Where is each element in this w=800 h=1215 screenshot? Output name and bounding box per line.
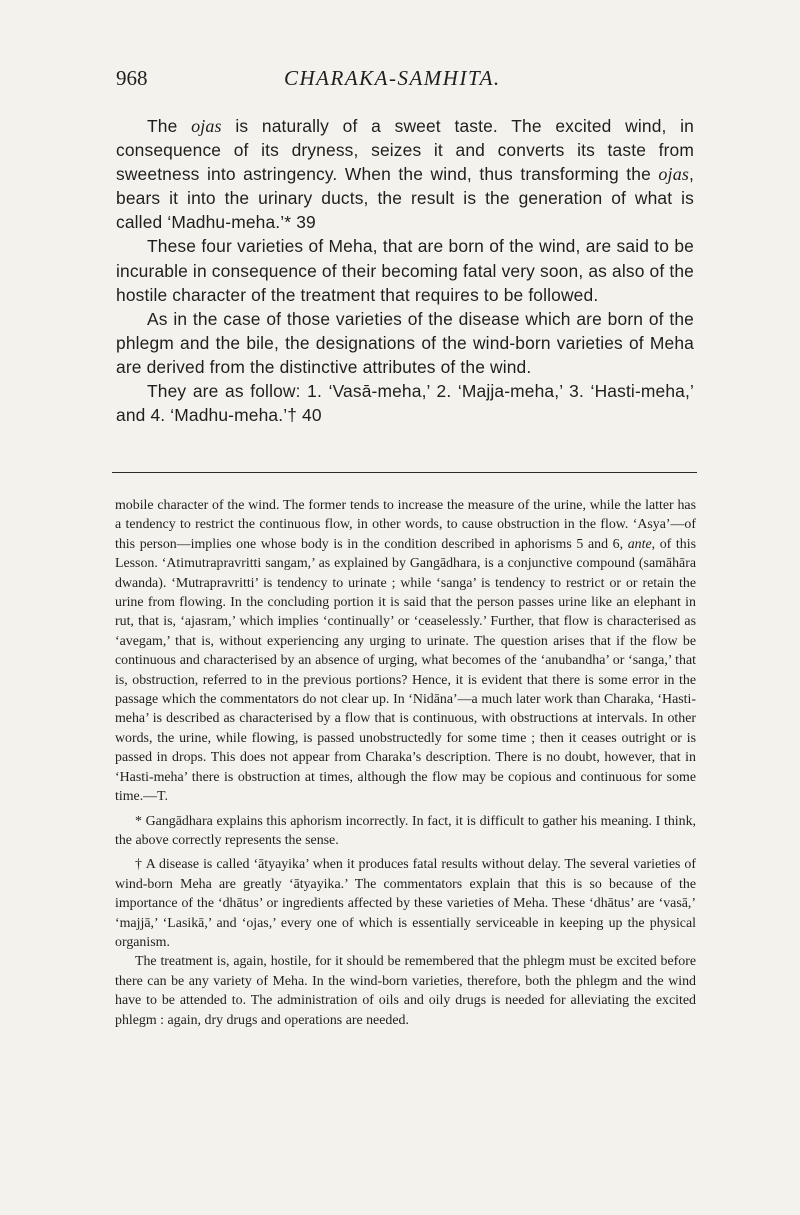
footnote-treatment: The treatment is, again, hostile, for it should be remembered that the phlegm must be excited before there can be any variety of Meha. In the wind-born varieties, therefore, both the phlegm and the wind have to be attended to. The administration of oils and oily drugs is needed for alleviating the excited phlegm : again, dry drugs and operations are needed.	[115, 954, 696, 1028]
page-header	[116, 66, 696, 94]
text-run: The	[147, 116, 192, 136]
running-title: CHARAKA-SAMHITA.	[284, 66, 501, 90]
text-run: , of this Lesson. ‘Atimutrapravritti sangam,’ as explained by Gangādhara, is a conjunctive compound (samāhāra dwanda). ‘Mutrapravritti’ is tendency to urinate ; while ‘sanga’ is tendency to restrict or or retain the urine from flowing. In the concluding portion it is said that the person passes urine like an elephant in rut, that is, ‘ajasram,’ which implies ‘continually’ or ‘ceaselessly.’ Further, that flow is characterised as ‘avegam,’ that is, without experiencing any urging to urinate. The question arises that if the flow be continuous and characterised by an absence of urging, what becomes of the ‘anubandha’ or ‘sanga,’ that is, obstruction, referred to in the previous portions? Hence, it is evident that there is some error in the passage which the commentators do not clear up. In ‘Nidāna’—a much later work than Charaka, ‘Hasti-meha’ is described as characterised by a flow that is continuous, with obstructions at intervals. In other words, the urine, while flowing, is passed unobstructedly for some time ; then it ceases outright or is passed in drops. This does not appear from Charaka’s description. There is no doubt, however, that in ‘Hasti-meha’ there is obstruction at times, although the flow may be copious and continuous for some time.—T.	[115, 536, 696, 805]
text-run: is naturally of a sweet taste. The excited wind, in consequence of its dryness, seizes it and converts its taste from sweetness into astringency. When the wind, thus transforming the	[116, 116, 694, 185]
footnote-asterisk: * Gangādhara explains this aphorism incorrectly. In fact, it is difficult to gather his meaning. I think, the above correctly represents the sense.	[115, 813, 696, 848]
text-run: mobile character of the wind. The former tends to increase the measure of the urine, while the latter has a tendency to restrict the continuous flow, in other words, to cause obstruction in the flow. ‘Asya’—of this person—implies one whose body is in the condition described in aphorisms 5 and 6,	[115, 498, 696, 552]
italic-term: ojas	[658, 164, 690, 185]
footnote-dagger: † A disease is called ‘ātyayika’ when it produces fatal results without delay. The several varieties of wind-born Meha are greatly ‘ātyayika.’ The commentators explain that this is so because of the importance of the ‘dhātus’ or ingredients affected by these varieties of Meha. These ‘dhātus’ are ‘vasā,’ ‘majjā,’ ‘Lasikā,’ and ‘ojas,’ every one of which is essentially serviceable in keeping up the physical organism.	[115, 857, 696, 950]
footnote-divider	[112, 472, 697, 473]
footnote-continued	[115, 496, 696, 807]
italic-term: ante	[627, 536, 652, 552]
footnotes	[115, 496, 696, 1030]
italic-term: ojas	[191, 116, 222, 136]
paragraph-ojas	[116, 114, 694, 234]
main-text	[116, 114, 694, 427]
paragraph-designations: As in the case of those varieties of the disease which are born of the phlegm and the bile, the designations of the wind-born varieties of Meha are derived from the distinctive attributes of the wind.	[116, 308, 694, 377]
paragraph-incurable: These four varieties of Meha, that are born of the wind, are said to be incurable in consequence of their becoming fatal very soon, as also of the hostile character of the treatment that requires to be followed.	[116, 236, 694, 305]
text-run: , bears it into the urinary ducts, the result is the generation of what is called ‘Madhu-meha.’* 39	[116, 164, 694, 233]
paragraph-varieties-list: They are as follow: 1. ‘Vasā-meha,’ 2. ‘Majja-meha,’ 3. ‘Hasti-meha,’ and 4. ‘Madhu-meha.’† 40	[116, 381, 694, 426]
page-number: 968	[116, 66, 148, 90]
